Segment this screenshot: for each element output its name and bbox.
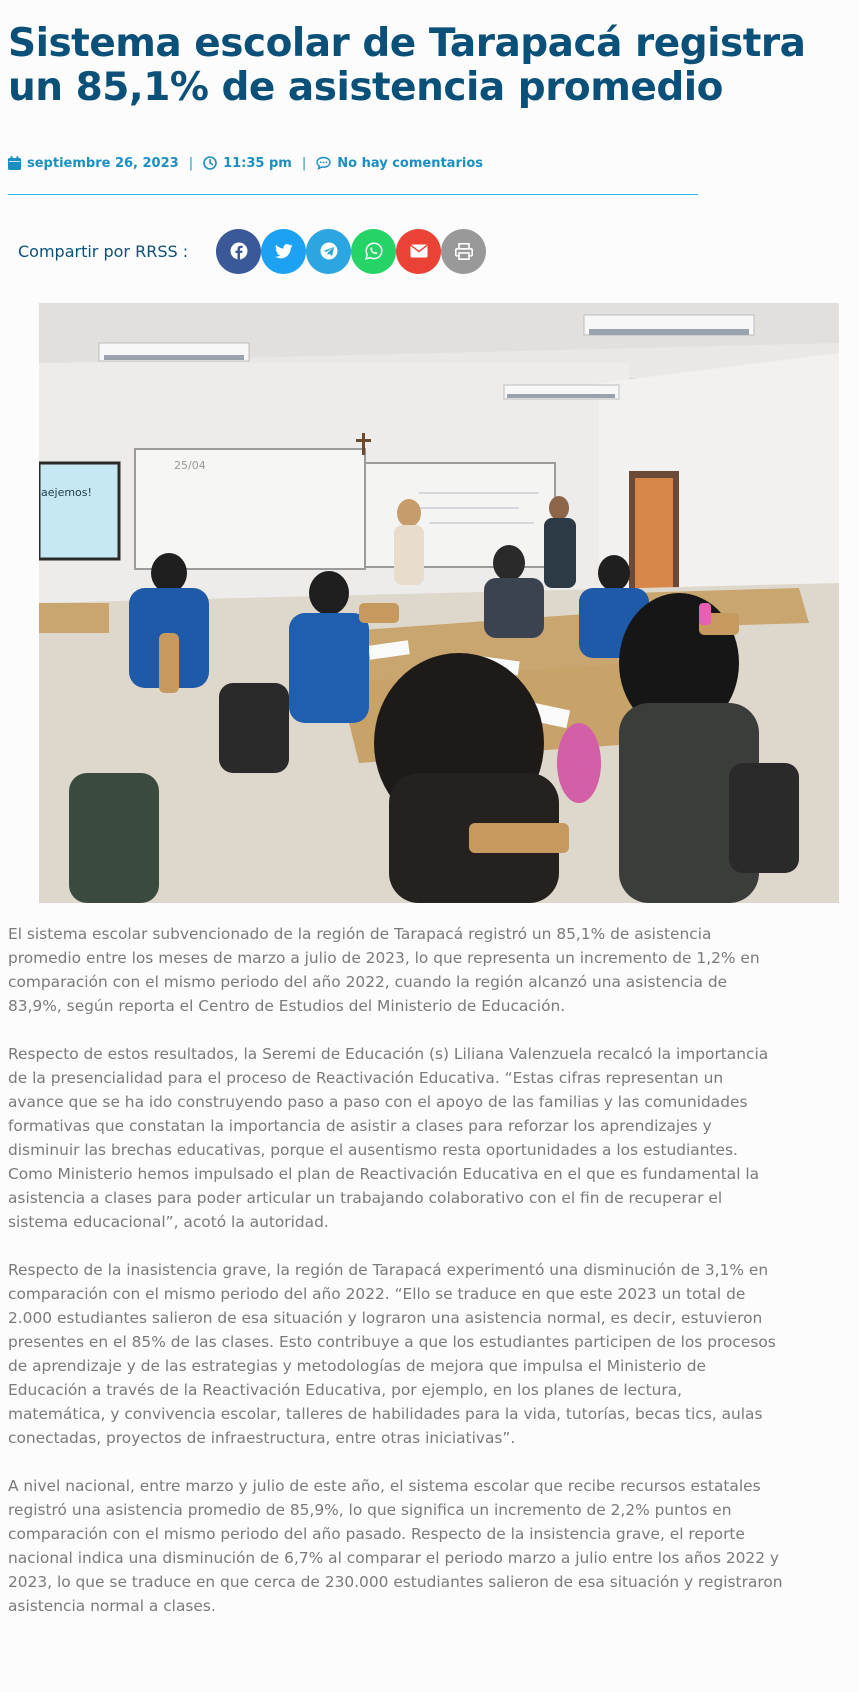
share-telegram-button[interactable] — [306, 229, 351, 274]
post-comments[interactable] — [316, 156, 483, 171]
whatsapp-icon — [365, 242, 383, 260]
board-date: 25/04 — [174, 459, 206, 472]
paragraph: El sistema escolar subvencionado de la región de Tarapacá registró un 85,1% de asistencia promedio entre los meses de marzo a julio de 2023, lo que representa un incremento de 1,2% en comparación con el mismo periodo del año 2022, cuando la región alcanzó una asistencia de 83,9%, según reporta el Centro de Estudios del Ministerio de Educación. — [8, 925, 760, 1015]
paragraph: A nivel nacional, entre marzo y julio de este año, el sistema escolar que recibe recursos estatales registró una asistencia promedio de 85,9%, lo que significa un incremento de 2,2% puntos en comparación con el mismo periodo del año pasado. Respecto de la insistencia grave, el reporte nacional indica una disminución de 6,7% al comparar el periodo marzo a julio entre los años 2022 y 2023, lo que se traduce en que cerca de 230.000 estudiantes salieron de esa situación y registraron asistencia normal a clases. — [8, 1477, 783, 1615]
post-time[interactable] — [203, 156, 292, 171]
twitter-icon — [275, 244, 293, 259]
print-icon — [455, 243, 473, 260]
envelope-icon — [410, 244, 428, 258]
clock-icon — [203, 156, 217, 170]
share-bar — [18, 228, 486, 274]
post-date[interactable] — [8, 156, 179, 171]
facebook-icon — [230, 242, 248, 260]
share-whatsapp-button[interactable] — [351, 229, 396, 274]
post-date-text: septiembre 26, 2023 — [27, 155, 179, 171]
comment-icon — [316, 156, 331, 170]
share-label: Compartir por RRSS : — [18, 241, 189, 261]
post-meta — [8, 153, 483, 173]
meta-separator: | — [301, 155, 307, 171]
paragraph: Respecto de estos resultados, la Seremi de Educación (s) Liliana Valenzuela recalcó la importancia de la presencialidad para el proceso de Reactivación Educativa. “Estas cifras representan un avance que se ha ido construyendo paso a paso con el apoyo de las familias y las comunidades formativas que constatan la importancia de asistir a clases para reforzar los aprendizajes y disminuir las brechas educativas, porque el ausentismo resta oportunidades a los estudiantes. Como Ministerio hemos impulsado el plan de Reactivación Educativa en el que es fundamental la asistencia a clases para poder articular un trabajando colaborativo con el fin de recuperar el sistema educacional”, acotó la autoridad. — [8, 1045, 769, 1231]
share-email-button[interactable] — [396, 229, 441, 274]
paragraph: Respecto de la inasistencia grave, la región de Tarapacá experimentó una disminución de 3,1% en comparación con el mismo periodo del año 2022. “Ello se traduce en que este 2023 un total de 2.000 estudiantes salieron de esa situación y lograron una asistencia normal, es decir, estuvieron presentes en el 85% de las clases. Esto contribuye a que los estudiantes participen de los procesos de aprendizaje y de las estrategias y metodologías de mejora que impulsa el Ministerio de Educación a través de la Reactivación Educativa, por ejemplo, en los planes de lectura, matemática, y convivencia escolar, talleres de habilidades para la vida, tutorías, becas tics, aulas conectadas, proyectos de infraestructura, entre otras iniciativas”. — [8, 1261, 776, 1447]
article-photo — [39, 303, 839, 903]
meta-separator: | — [188, 155, 194, 171]
meta-divider — [8, 194, 698, 195]
share-facebook-button[interactable] — [216, 229, 261, 274]
calendar-icon — [8, 156, 21, 170]
post-comments-text: No hay comentarios — [337, 155, 483, 171]
share-print-button[interactable] — [441, 229, 486, 274]
classroom-illustration — [39, 303, 839, 903]
post-time-text: 11:35 pm — [223, 155, 292, 171]
telegram-icon — [320, 242, 338, 260]
screen-text: aejemos! — [41, 486, 92, 499]
article-body — [8, 922, 783, 1642]
article-title: Sistema escolar de Tarapacá registra un 85,1% de asistencia promedio — [8, 21, 806, 110]
share-twitter-button[interactable] — [261, 229, 306, 274]
